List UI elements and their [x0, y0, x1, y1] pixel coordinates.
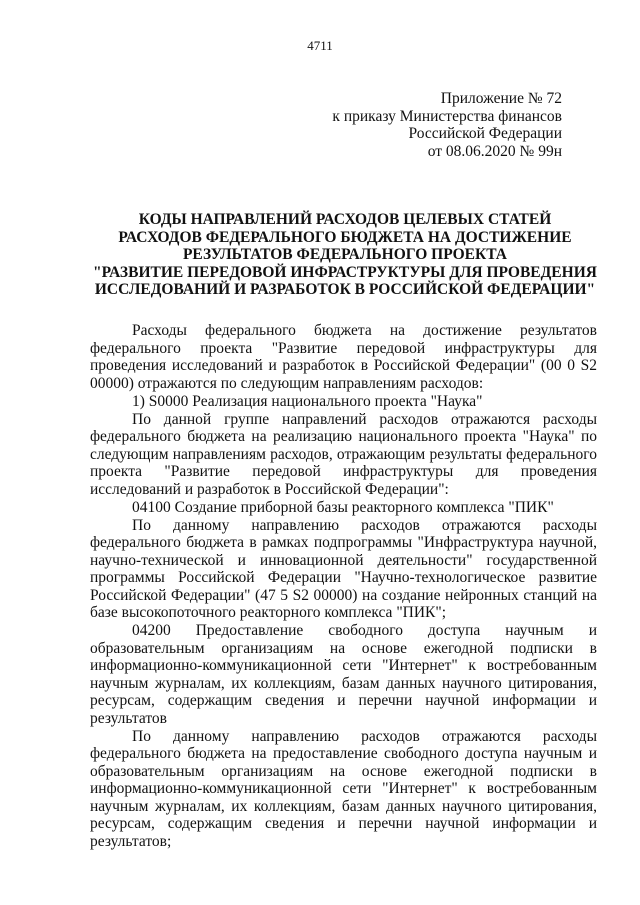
title-line: РАСХОДОВ ФЕДЕРАЛЬНОГО БЮДЖЕТА НА ДОСТИЖЕНИЕ [118, 228, 572, 246]
paragraph-code-04100-description: По данному направлению расходов отражаются расходы федерального бюджета в рамках подпрограммы "Инфраструктура научной, научно-технической и инновационной деятельности" государственной программы Российской Федерации "Научно-технологическое развитие Российской Федерации" (47 5 S2 00000) на создание нейронных станций на базе высокопоточного реакторного комплекса "ПИК"; [90, 516, 597, 621]
title-line: ИССЛЕДОВАНИЙ И РАЗРАБОТОК В РОССИЙСКОЙ ФЕДЕРАЦИИ" [94, 281, 596, 299]
paragraph-code-04200-description: По данному направлению расходов отражаются расходы федерального бюджета на предоставление свободного доступа научным и образовательным организациям на основе ежегодной подписки в информационно-коммуникационной сети "Интернет" к востребованным научным журналам, их коллекциям, базам данных научного цитирования, ресурсам, содержащим сведения и перечни научной информации и результатов; [90, 727, 597, 850]
title-line: "РАЗВИТИЕ ПЕРЕДОВОЙ ИНФРАСТРУКТУРЫ ДЛЯ ПРОВЕДЕНИЯ [93, 263, 597, 281]
appendix-date: от 08.06.2020 № 99н [427, 142, 562, 160]
paragraph-section-heading: 1) S0000 Реализация национального проекта "Наука" [132, 392, 483, 410]
paragraph-intro: Расходы федерального бюджета на достижение результатов федерального проекта "Развитие передовой инфраструктуры для проведения исследований и разработок в Российской Федерации" (00 0 S2 00000) отражаются по следующим направлениям расходов: [90, 322, 597, 392]
document-body [90, 322, 597, 851]
page-number: 4711 [307, 38, 333, 53]
title-line: РЕЗУЛЬТАТОВ ФЕДЕРАЛЬНОГО ПРОЕКТА [182, 246, 508, 264]
document-title [80, 211, 610, 299]
appendix-country: Российской Федерации [408, 125, 562, 142]
appendix-reference [332, 90, 562, 160]
appendix-number: Приложение № 72 [440, 90, 562, 107]
appendix-order: к приказу Министерства финансов [332, 107, 562, 125]
title-line: КОДЫ НАПРАВЛЕНИЙ РАСХОДОВ ЦЕЛЕВЫХ СТАТЕЙ [138, 211, 552, 228]
paragraph-code-04200: 04200 Предоставление свободного доступа научным и образовательным организациям на основе ежегодной подписки в информационно-коммуникационной сети "Интернет" к востребованным научным журналам, их коллекциям, базам данных научного цитирования, ресурсам, содержащим сведения и перечни научной информации и результатов [90, 622, 597, 727]
paragraph-code-04100: 04100 Создание приборной базы реакторного комплекса "ПИК" [132, 498, 554, 516]
paragraph-section-description: По данной группе направлений расходов отражаются расходы федерального бюджета на реализацию национального проекта "Наука" по следующим направлениям расходов, отражающим результаты федерального проекта "Развитие передовой инфраструктуры для проведения исследований и разработок в Российской Федерации": [90, 410, 597, 498]
